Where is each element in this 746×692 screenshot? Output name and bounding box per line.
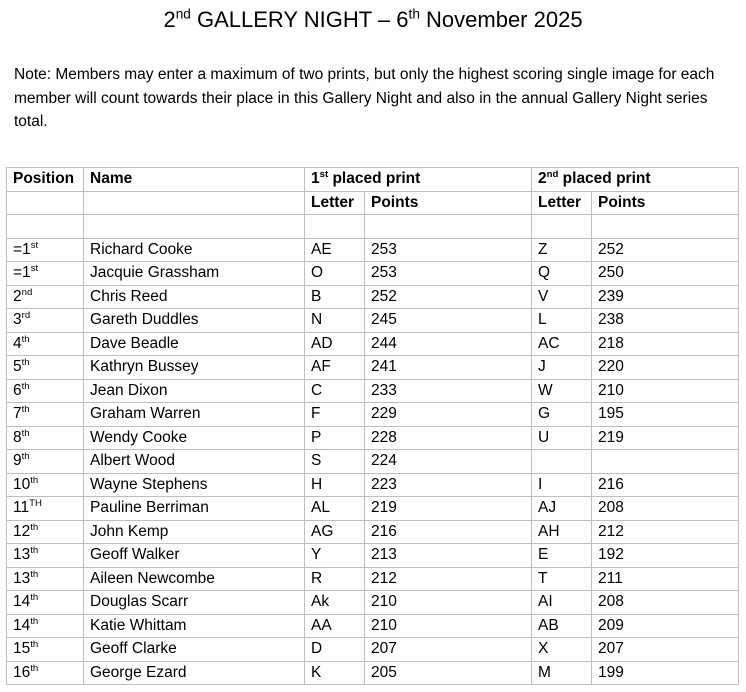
table-row: [7, 356, 739, 380]
letter2-cell: AB: [532, 614, 592, 638]
table-row: [7, 426, 739, 450]
points2-cell: 252: [592, 238, 739, 262]
position-cell: 13th: [7, 544, 84, 568]
points1-cell: 216: [365, 520, 532, 544]
points2-cell: 238: [592, 309, 739, 333]
points1-cell: 228: [365, 426, 532, 450]
points2-cell: 208: [592, 591, 739, 615]
table-row: [7, 450, 739, 474]
letter1-cell: AA: [305, 614, 365, 638]
table-row: [7, 309, 739, 333]
title-day: 6: [396, 7, 409, 32]
points2-cell: 212: [592, 520, 739, 544]
points1-header: Points: [365, 191, 532, 215]
letter2-cell: W: [532, 379, 592, 403]
letter1-cell: C: [305, 379, 365, 403]
table-row: [7, 661, 739, 685]
note-paragraph: Note: Members may enter a maximum of two prints, but only the highest scoring single image for each member will count towards their place in this Gallery Night and also in the annual Gallery Night series total.: [14, 66, 715, 130]
title-text: GALLERY NIGHT –: [190, 7, 397, 32]
position-cell: 6th: [7, 379, 84, 403]
title-day-suffix: th: [408, 6, 420, 22]
letter1-cell: F: [305, 403, 365, 427]
table-row: [7, 614, 739, 638]
letter1-cell: K: [305, 661, 365, 685]
position-cell: 7th: [7, 403, 84, 427]
position-cell: 14th: [7, 614, 84, 638]
points2-cell: 207: [592, 638, 739, 662]
header-row-main: [7, 168, 739, 192]
position-cell: 12th: [7, 520, 84, 544]
position-cell: 14th: [7, 591, 84, 615]
page-title: [0, 6, 746, 34]
table-row: [7, 285, 739, 309]
letter1-cell: P: [305, 426, 365, 450]
table-row: [7, 262, 739, 286]
title-number: 2: [163, 7, 176, 32]
header-sub-empty: [84, 191, 305, 215]
letter1-cell: AE: [305, 238, 365, 262]
points2-cell: 210: [592, 379, 739, 403]
name-cell: Geoff Walker: [84, 544, 305, 568]
points1-cell: 245: [365, 309, 532, 333]
position-cell: =1st: [7, 262, 84, 286]
letter2-cell: T: [532, 567, 592, 591]
table-row: [7, 379, 739, 403]
letter2-cell: L: [532, 309, 592, 333]
letter1-cell: D: [305, 638, 365, 662]
position-cell: 11TH: [7, 497, 84, 521]
points1-cell: 244: [365, 332, 532, 356]
position-cell: 13th: [7, 567, 84, 591]
letter1-cell: O: [305, 262, 365, 286]
table-row: [7, 591, 739, 615]
letter2-cell: Z: [532, 238, 592, 262]
position-cell: =1st: [7, 238, 84, 262]
letter1-cell: Y: [305, 544, 365, 568]
results-table: [6, 167, 739, 685]
points1-cell: 229: [365, 403, 532, 427]
points1-cell: 207: [365, 638, 532, 662]
position-header: Position: [7, 168, 84, 192]
name-cell: Richard Cooke: [84, 238, 305, 262]
name-cell: George Ezard: [84, 661, 305, 685]
name-cell: Gareth Duddles: [84, 309, 305, 333]
letter1-header: Letter: [305, 191, 365, 215]
points1-cell: 212: [365, 567, 532, 591]
points1-cell: 210: [365, 614, 532, 638]
name-cell: Kathryn Bussey: [84, 356, 305, 380]
letter1-cell: H: [305, 473, 365, 497]
letter2-cell: [532, 450, 592, 474]
points1-cell: 253: [365, 238, 532, 262]
position-cell: 4th: [7, 332, 84, 356]
letter1-cell: N: [305, 309, 365, 333]
title-number-suffix: nd: [175, 6, 191, 22]
points1-cell: 210: [365, 591, 532, 615]
letter1-cell: Ak: [305, 591, 365, 615]
name-cell: Wayne Stephens: [84, 473, 305, 497]
position-cell: 15th: [7, 638, 84, 662]
position-cell: 8th: [7, 426, 84, 450]
points2-header: Points: [592, 191, 739, 215]
points2-cell: [592, 450, 739, 474]
letter1-cell: S: [305, 450, 365, 474]
points2-cell: 250: [592, 262, 739, 286]
letter1-cell: AD: [305, 332, 365, 356]
name-cell: Wendy Cooke: [84, 426, 305, 450]
name-cell: Katie Whittam: [84, 614, 305, 638]
letter1-cell: AL: [305, 497, 365, 521]
table-row: [7, 238, 739, 262]
points2-cell: 216: [592, 473, 739, 497]
letter2-cell: U: [532, 426, 592, 450]
letter2-cell: AH: [532, 520, 592, 544]
position-cell: 10th: [7, 473, 84, 497]
letter2-cell: Q: [532, 262, 592, 286]
table-row: [7, 332, 739, 356]
position-cell: 3rd: [7, 309, 84, 333]
name-cell: Douglas Scarr: [84, 591, 305, 615]
table-row: [7, 403, 739, 427]
table-row: [7, 497, 739, 521]
letter2-cell: V: [532, 285, 592, 309]
title-date: November 2025: [419, 7, 583, 32]
table-row: [7, 567, 739, 591]
letter2-cell: J: [532, 356, 592, 380]
position-cell: 16th: [7, 661, 84, 685]
points2-cell: 218: [592, 332, 739, 356]
points2-cell: 220: [592, 356, 739, 380]
name-header: Name: [84, 168, 305, 192]
points1-cell: 252: [365, 285, 532, 309]
letter2-cell: AI: [532, 591, 592, 615]
points1-cell: 223: [365, 473, 532, 497]
letter2-cell: I: [532, 473, 592, 497]
points1-cell: 219: [365, 497, 532, 521]
points2-cell: 239: [592, 285, 739, 309]
letter2-cell: G: [532, 403, 592, 427]
table-row: [7, 638, 739, 662]
points2-cell: 192: [592, 544, 739, 568]
name-cell: Chris Reed: [84, 285, 305, 309]
name-cell: Dave Beadle: [84, 332, 305, 356]
points1-cell: 241: [365, 356, 532, 380]
points1-cell: 205: [365, 661, 532, 685]
points2-cell: 195: [592, 403, 739, 427]
points1-cell: 224: [365, 450, 532, 474]
letter1-cell: AG: [305, 520, 365, 544]
points2-cell: 209: [592, 614, 739, 638]
name-cell: John Kemp: [84, 520, 305, 544]
letter1-cell: AF: [305, 356, 365, 380]
name-cell: Albert Wood: [84, 450, 305, 474]
name-cell: Pauline Berriman: [84, 497, 305, 521]
letter1-cell: R: [305, 567, 365, 591]
position-cell: 9th: [7, 450, 84, 474]
header-row-sub: [7, 191, 739, 215]
name-cell: Aileen Newcombe: [84, 567, 305, 591]
letter1-cell: B: [305, 285, 365, 309]
first-print-header: 1st placed print: [305, 168, 532, 192]
letter2-cell: E: [532, 544, 592, 568]
points2-cell: 208: [592, 497, 739, 521]
table-row: [7, 473, 739, 497]
position-cell: 2nd: [7, 285, 84, 309]
points1-cell: 213: [365, 544, 532, 568]
letter2-cell: AJ: [532, 497, 592, 521]
second-print-header: 2nd placed print: [532, 168, 739, 192]
spacer-row: [7, 215, 739, 239]
name-cell: Geoff Clarke: [84, 638, 305, 662]
position-cell: 5th: [7, 356, 84, 380]
header-sub-empty: [7, 191, 84, 215]
points2-cell: 211: [592, 567, 739, 591]
name-cell: Graham Warren: [84, 403, 305, 427]
points2-cell: 199: [592, 661, 739, 685]
name-cell: Jean Dixon: [84, 379, 305, 403]
name-cell: Jacquie Grassham: [84, 262, 305, 286]
points1-cell: 253: [365, 262, 532, 286]
table-row: [7, 544, 739, 568]
letter2-cell: M: [532, 661, 592, 685]
letter2-cell: AC: [532, 332, 592, 356]
points1-cell: 233: [365, 379, 532, 403]
table-row: [7, 520, 739, 544]
letter2-cell: X: [532, 638, 592, 662]
letter2-header: Letter: [532, 191, 592, 215]
points2-cell: 219: [592, 426, 739, 450]
results-body: [7, 238, 739, 685]
